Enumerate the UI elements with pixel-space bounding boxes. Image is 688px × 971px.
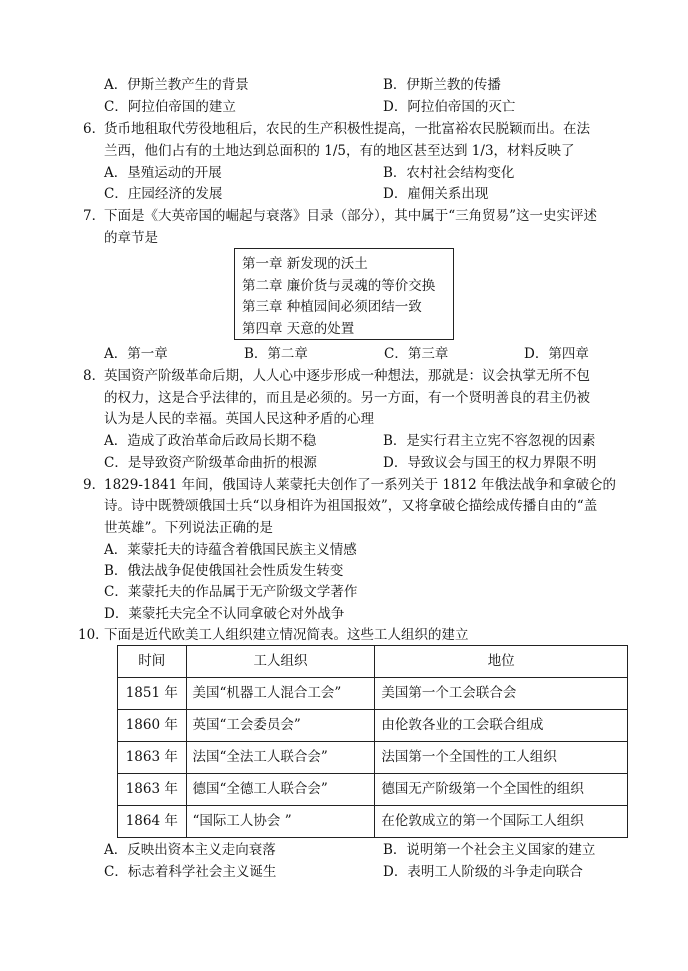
q8-option-d: D．导致议会与国王的权力界限不明: [383, 455, 597, 471]
table-cell-year: 1863 年: [118, 742, 187, 774]
q7-number: 7．: [83, 208, 106, 224]
q9-stem-line2: 诗。诗中既赞颂俄国士兵“以身相许为祖国报效”，又将拿破仑描绘成传播自由的“盖: [104, 498, 598, 514]
q8-number: 8．: [83, 368, 106, 384]
q10-option-d: D．表明工人阶级的斗争走向联合: [383, 864, 583, 880]
q9-option-d: D．莱蒙托夫完全不认同拿破仑对外战争: [104, 606, 345, 622]
table-row: [118, 742, 628, 774]
table-cell-year: 1851 年: [118, 678, 187, 710]
q10-option-a: A．反映出资本主义走向衰落: [104, 842, 276, 858]
q8-option-c: C．是导致资产阶级革命曲折的根源: [104, 455, 317, 471]
q5-option-d: D．阿拉伯帝国的灭亡: [383, 99, 516, 115]
q9-stem-line1: 1829-1841 年间，俄国诗人莱蒙托夫创作了一系列关于 1812 年俄法战争和拿破仑的: [104, 477, 617, 493]
table-header: 地位: [375, 646, 628, 678]
q7-stem-line1: 下面是《大英帝国的崛起与衰落》目录（部分），其中属于“三角贸易”这一史实评述: [104, 208, 598, 224]
table-cell-status: 由伦敦各业的工会联合组成: [375, 710, 628, 742]
q6-option-d: D．雇佣关系出现: [383, 186, 489, 202]
table-header-row: [118, 646, 628, 678]
q8-option-b: B．是实行君主立宪不容忽视的因素: [383, 433, 596, 449]
q7-table-of-contents: [234, 248, 454, 340]
table-header: 时间: [118, 646, 187, 678]
table-cell-year: 1860 年: [118, 710, 187, 742]
q5-option-a: A．伊斯兰教产生的背景: [104, 77, 249, 93]
q9-stem-line3: 世英雄”。下列说法正确的是: [104, 520, 273, 536]
table-cell-status: 德国无产阶级第一个全国性的组织: [375, 774, 628, 806]
table-cell-organization: 英国“工会委员会”: [186, 710, 375, 742]
toc-chapter-1: 第一章 新发现的沃土: [242, 256, 368, 272]
q7-option-d: D．第四章: [524, 346, 589, 362]
table-cell-organization: “国际工人协会 ”: [186, 806, 375, 838]
q9-option-a: A．莱蒙托夫的诗蕴含着俄国民族主义情感: [104, 542, 357, 558]
table-cell-status: 美国第一个工会联合会: [375, 678, 628, 710]
q7-option-a: A．第一章: [104, 346, 168, 362]
q6-number: 6．: [83, 121, 106, 137]
table-cell-year: 1863 年: [118, 774, 187, 806]
q10-option-c: C．标志着科学社会主义诞生: [104, 864, 277, 880]
q5-option-c: C．阿拉伯帝国的建立: [104, 99, 236, 115]
toc-chapter-2: 第二章 廉价货与灵魂的等价交换: [242, 277, 436, 294]
q5-option-b: B．伊斯兰教的传播: [383, 77, 501, 93]
q8-stem-line2: 的权力，这是合乎法律的，而且是必须的。另一方面，有一个贤明善良的君主仍被: [104, 390, 590, 406]
q7-stem-line2: 的章节是: [104, 230, 158, 246]
table-cell-organization: 美国“机器工人混合工会”: [186, 678, 375, 710]
q9-option-b: B．俄法战争促使俄国社会性质发生转变: [104, 563, 344, 579]
table-cell-organization: 德国“全德工人联合会”: [186, 774, 375, 806]
toc-chapter-4: 第四章 天意的处置: [242, 320, 355, 337]
q8-stem-line1: 英国资产阶级革命后期，人人心中逐步形成一种想法，那就是：议会执掌无所不包: [104, 368, 590, 384]
q6-option-c: C．庄园经济的发展: [104, 186, 223, 202]
q9-number: 9．: [83, 477, 106, 493]
table-row: [118, 774, 628, 806]
q7-option-b: B．第二章: [244, 346, 308, 362]
q10-stem-line1: 下面是近代欧美工人组织建立情况简表。这些工人组织的建立: [104, 627, 469, 643]
q6-stem-line1: 货币地租取代劳役地租后，农民的生产积极性提高，一批富裕农民脱颖而出。在法: [104, 121, 590, 137]
q10-option-b: B．说明第一个社会主义国家的建立: [383, 842, 596, 858]
q8-stem-line3: 认为是人民的幸福。英国人民这种矛盾的心理: [104, 411, 374, 427]
table-cell-status: 法国第一个全国性的工人组织: [375, 742, 628, 774]
q9-option-c: C．莱蒙托夫的作品属于无产阶级文学著作: [104, 584, 358, 600]
table-header: 工人组织: [186, 646, 375, 678]
q7-option-c: C．第三章: [384, 346, 449, 362]
table-row: [118, 806, 628, 838]
workers-organizations-table: [117, 645, 628, 838]
toc-chapter-3: 第三章 种植园间必须团结一致: [242, 299, 422, 315]
table-row: [118, 678, 628, 710]
table-cell-status: 在伦敦成立的第一个国际工人组织: [375, 806, 628, 838]
table-cell-year: 1864 年: [118, 806, 187, 838]
table-row: [118, 710, 628, 742]
q6-option-b: B．农村社会结构变化: [383, 165, 515, 181]
q6-stem-line2: 兰西，他们占有的土地达到总面积的 1/5，有的地区甚至达到 1/3，材料反映了: [104, 143, 575, 159]
q8-option-a: A．造成了政治革命后政局长期不稳: [104, 433, 317, 449]
q6-option-a: A．垦殖运动的开展: [104, 165, 222, 181]
q10-number: 10．: [78, 627, 109, 643]
table-cell-organization: 法国“全法工人联合会”: [186, 742, 375, 774]
